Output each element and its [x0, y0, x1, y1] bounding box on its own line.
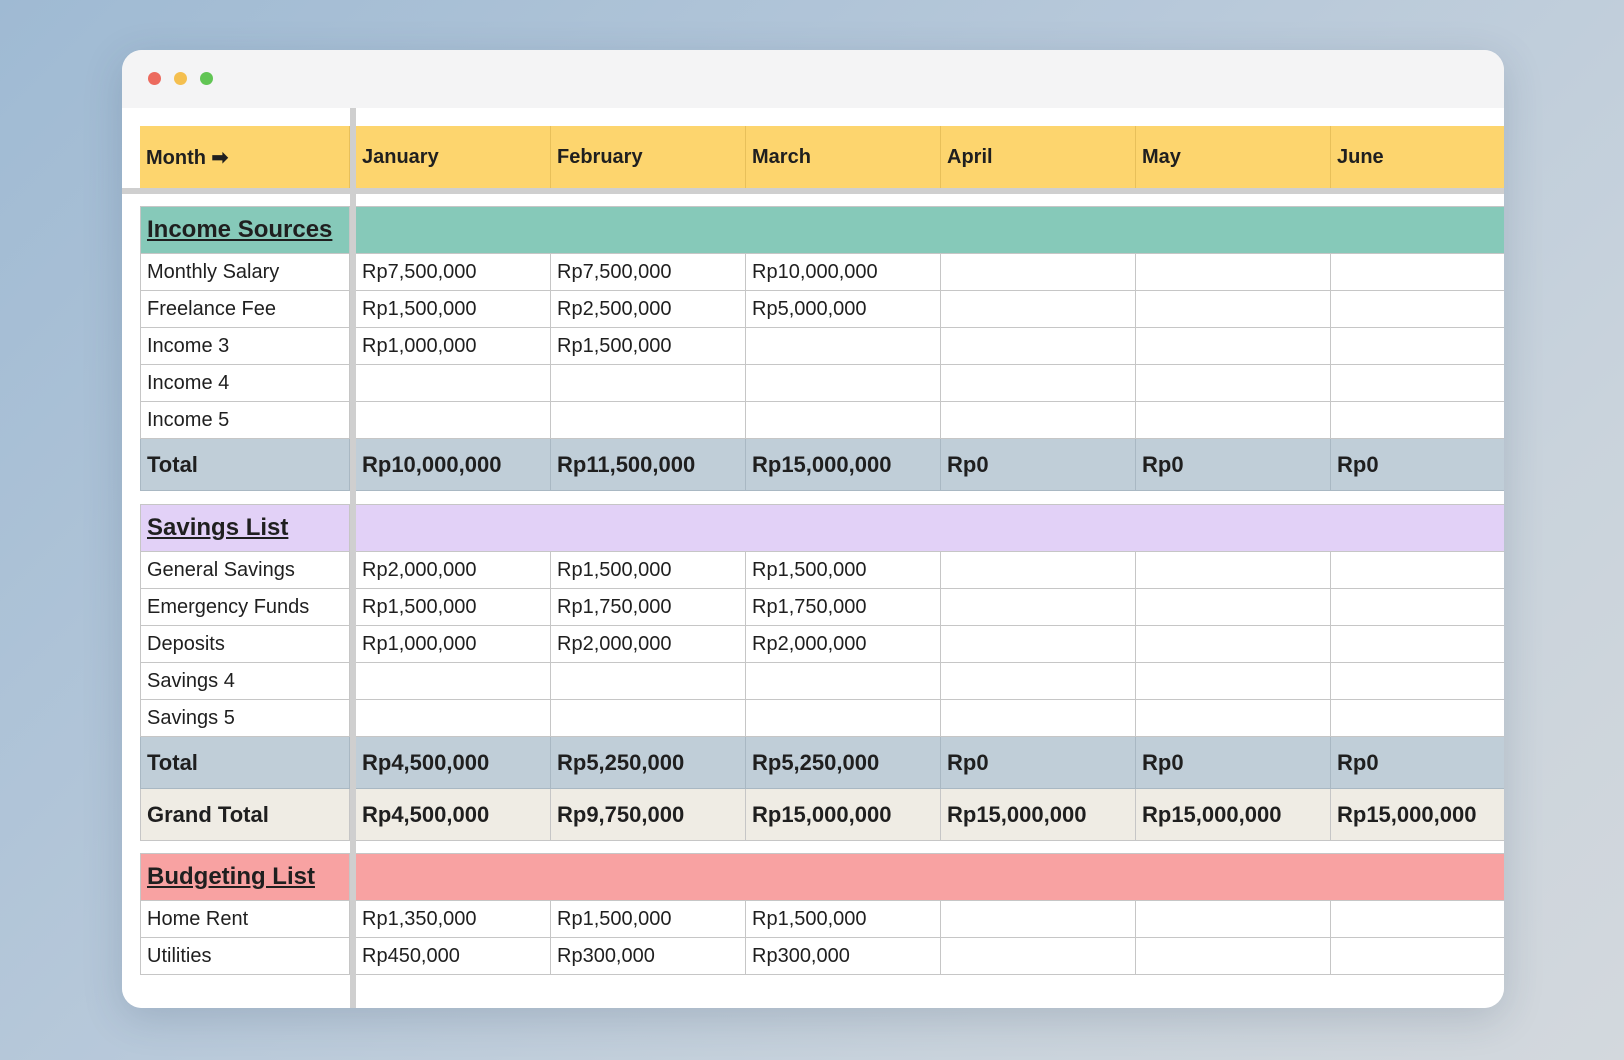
frozen-column-divider[interactable]	[350, 108, 356, 1008]
month-header-april[interactable]: April	[941, 126, 1136, 188]
value-cell[interactable]: Rp1,500,000	[356, 291, 551, 328]
savings-row	[140, 589, 1504, 626]
savings-total-row	[140, 737, 1504, 789]
row-label[interactable]: Savings 4	[140, 663, 350, 700]
value-cell[interactable]	[1136, 589, 1331, 626]
value-cell[interactable]: Rp1,500,000	[746, 552, 941, 589]
income-section-fill[interactable]	[356, 206, 1504, 254]
value-cell[interactable]	[1136, 365, 1331, 402]
value-cell[interactable]	[746, 365, 941, 402]
value-cell[interactable]: Rp0	[1331, 439, 1504, 491]
row-label[interactable]: Income 3	[140, 328, 350, 365]
value-cell[interactable]	[941, 589, 1136, 626]
budget-section-row	[140, 853, 1504, 901]
value-cell[interactable]	[1331, 254, 1504, 291]
value-cell[interactable]: Rp2,000,000	[356, 552, 551, 589]
value-cell[interactable]	[356, 663, 551, 700]
income-row	[140, 365, 1504, 402]
row-label[interactable]: Grand Total	[140, 789, 350, 841]
value-cell[interactable]	[1136, 663, 1331, 700]
value-cell[interactable]: Rp1,500,000	[356, 589, 551, 626]
savings-row	[140, 663, 1504, 700]
month-header-january[interactable]: January	[356, 126, 551, 188]
value-cell[interactable]	[746, 328, 941, 365]
row-label[interactable]: Home Rent	[140, 901, 350, 938]
row-label[interactable]: Total	[140, 439, 350, 491]
value-cell[interactable]: Rp2,500,000	[551, 291, 746, 328]
value-cell[interactable]	[1136, 901, 1331, 938]
value-cell[interactable]: Rp4,500,000	[356, 737, 551, 789]
value-cell[interactable]: Rp15,000,000	[746, 789, 941, 841]
value-cell[interactable]	[551, 700, 746, 737]
value-cell[interactable]: Rp1,750,000	[746, 589, 941, 626]
value-cell[interactable]: Rp0	[1331, 737, 1504, 789]
value-cell[interactable]: Rp4,500,000	[356, 789, 551, 841]
value-cell[interactable]	[1136, 938, 1331, 975]
value-cell[interactable]	[941, 291, 1136, 328]
spreadsheet-grid	[122, 108, 1504, 1008]
value-cell[interactable]: Rp300,000	[551, 938, 746, 975]
income-row	[140, 402, 1504, 439]
value-cell[interactable]: Rp450,000	[356, 938, 551, 975]
value-cell[interactable]: Rp1,500,000	[746, 901, 941, 938]
value-cell[interactable]	[941, 938, 1136, 975]
value-cell[interactable]	[551, 402, 746, 439]
income-row	[140, 254, 1504, 291]
month-header-label[interactable]: Month ➡	[140, 126, 350, 188]
frozen-row-divider[interactable]	[122, 188, 1504, 194]
value-cell[interactable]	[941, 365, 1136, 402]
value-cell[interactable]: Rp7,500,000	[356, 254, 551, 291]
month-header-row	[140, 126, 1504, 188]
value-cell[interactable]: Rp11,500,000	[551, 439, 746, 491]
row-label[interactable]: Income 5	[140, 402, 350, 439]
income-row	[140, 328, 1504, 365]
budget-row	[140, 938, 1504, 975]
row-label[interactable]: Income 4	[140, 365, 350, 402]
value-cell[interactable]	[746, 700, 941, 737]
row-label[interactable]: Deposits	[140, 626, 350, 663]
value-cell[interactable]	[746, 663, 941, 700]
value-cell[interactable]	[941, 663, 1136, 700]
row-label[interactable]: Total	[140, 737, 350, 789]
savings-section-title[interactable]: Savings List	[140, 504, 350, 552]
value-cell[interactable]: Rp1,750,000	[551, 589, 746, 626]
month-header-march[interactable]: March	[746, 126, 941, 188]
minimize-window-button[interactable]	[174, 72, 187, 85]
value-cell[interactable]: Rp5,250,000	[551, 737, 746, 789]
value-cell[interactable]	[1331, 938, 1504, 975]
month-header-june[interactable]: June	[1331, 126, 1504, 188]
savings-row	[140, 626, 1504, 663]
savings-section-fill[interactable]	[356, 504, 1504, 552]
value-cell[interactable]	[1331, 700, 1504, 737]
row-label[interactable]: Emergency Funds	[140, 589, 350, 626]
budget-section-title[interactable]: Budgeting List	[140, 853, 350, 901]
value-cell[interactable]	[1331, 328, 1504, 365]
row-label[interactable]: Monthly Salary	[140, 254, 350, 291]
title-bar	[122, 50, 1504, 108]
value-cell[interactable]	[1331, 365, 1504, 402]
value-cell[interactable]	[941, 402, 1136, 439]
value-cell[interactable]: Rp10,000,000	[356, 439, 551, 491]
value-cell[interactable]: Rp5,250,000	[746, 737, 941, 789]
value-cell[interactable]: Rp9,750,000	[551, 789, 746, 841]
value-cell[interactable]	[551, 365, 746, 402]
month-header-february[interactable]: February	[551, 126, 746, 188]
value-cell[interactable]: Rp2,000,000	[551, 626, 746, 663]
grand-total-row	[140, 789, 1504, 841]
close-window-button[interactable]	[148, 72, 161, 85]
value-cell[interactable]	[1136, 626, 1331, 663]
value-cell[interactable]	[1136, 552, 1331, 589]
value-cell[interactable]: Rp15,000,000	[941, 789, 1136, 841]
value-cell[interactable]	[1331, 402, 1504, 439]
value-cell[interactable]	[941, 700, 1136, 737]
maximize-window-button[interactable]	[200, 72, 213, 85]
value-cell[interactable]: Rp1,350,000	[356, 901, 551, 938]
value-cell[interactable]: Rp1,500,000	[551, 901, 746, 938]
value-cell[interactable]	[1136, 291, 1331, 328]
value-cell[interactable]	[941, 328, 1136, 365]
savings-row	[140, 552, 1504, 589]
value-cell[interactable]	[1136, 328, 1331, 365]
month-header-may[interactable]: May	[1136, 126, 1331, 188]
income-section-title[interactable]: Income Sources	[140, 206, 350, 254]
value-cell[interactable]	[941, 901, 1136, 938]
value-cell[interactable]	[1331, 552, 1504, 589]
budget-section-fill[interactable]	[356, 853, 1504, 901]
value-cell[interactable]	[356, 700, 551, 737]
value-cell[interactable]: Rp0	[941, 439, 1136, 491]
app-window	[122, 50, 1504, 1008]
value-cell[interactable]: Rp300,000	[746, 938, 941, 975]
value-cell[interactable]: Rp1,500,000	[551, 328, 746, 365]
value-cell[interactable]	[1331, 291, 1504, 328]
value-cell[interactable]: Rp1,000,000	[356, 328, 551, 365]
value-cell[interactable]	[746, 402, 941, 439]
value-cell[interactable]	[1136, 254, 1331, 291]
value-cell[interactable]: Rp1,500,000	[551, 552, 746, 589]
value-cell[interactable]	[1136, 402, 1331, 439]
income-row	[140, 291, 1504, 328]
value-cell[interactable]: Rp10,000,000	[746, 254, 941, 291]
value-cell[interactable]: Rp5,000,000	[746, 291, 941, 328]
value-cell[interactable]: Rp7,500,000	[551, 254, 746, 291]
value-cell[interactable]	[941, 254, 1136, 291]
row-label[interactable]: Savings 5	[140, 700, 350, 737]
value-cell[interactable]	[551, 663, 746, 700]
value-cell[interactable]: Rp2,000,000	[746, 626, 941, 663]
income-section-row	[140, 206, 1504, 254]
value-cell[interactable]	[1136, 700, 1331, 737]
income-total-row	[140, 439, 1504, 491]
value-cell[interactable]	[356, 365, 551, 402]
row-label[interactable]: Freelance Fee	[140, 291, 350, 328]
value-cell[interactable]: Rp0	[941, 737, 1136, 789]
value-cell[interactable]	[1331, 589, 1504, 626]
value-cell[interactable]: Rp15,000,000	[1331, 789, 1504, 841]
savings-row	[140, 700, 1504, 737]
value-cell[interactable]: Rp0	[1136, 439, 1331, 491]
value-cell[interactable]: Rp0	[1136, 737, 1331, 789]
value-cell[interactable]	[941, 552, 1136, 589]
value-cell[interactable]	[1331, 901, 1504, 938]
row-label[interactable]: General Savings	[140, 552, 350, 589]
value-cell[interactable]: Rp1,000,000	[356, 626, 551, 663]
value-cell[interactable]	[356, 402, 551, 439]
value-cell[interactable]	[1331, 626, 1504, 663]
savings-section-row	[140, 504, 1504, 552]
value-cell[interactable]	[1331, 663, 1504, 700]
value-cell[interactable]	[941, 626, 1136, 663]
budget-row	[140, 901, 1504, 938]
value-cell[interactable]: Rp15,000,000	[746, 439, 941, 491]
value-cell[interactable]: Rp15,000,000	[1136, 789, 1331, 841]
row-label[interactable]: Utilities	[140, 938, 350, 975]
